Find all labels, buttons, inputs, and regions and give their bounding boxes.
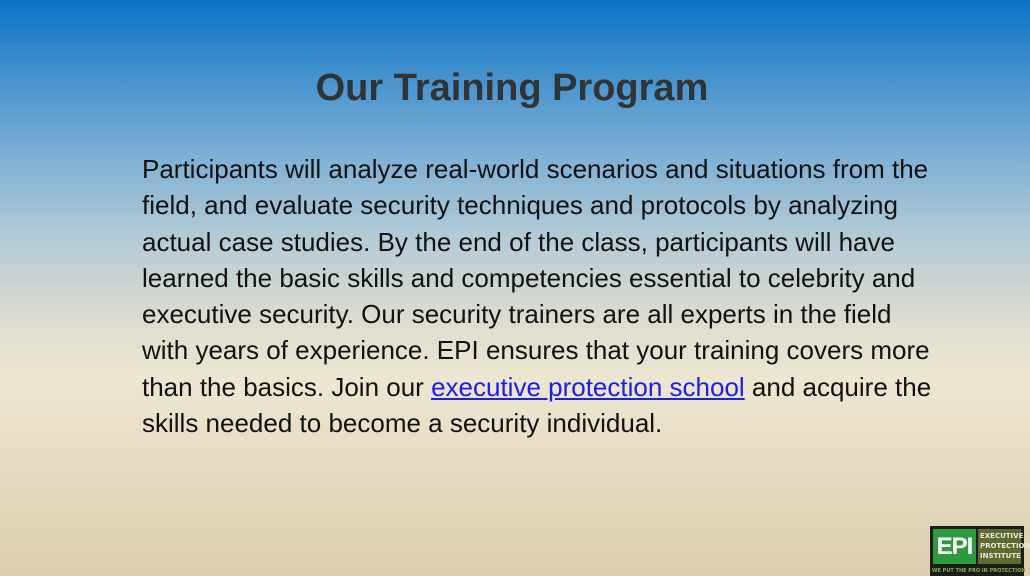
body-text-after-link: and acquire the skills needed to become a security individual.	[142, 371, 932, 439]
slide-title: Our Training Program	[315, 67, 709, 109]
executive-protection-school-link[interactable]: executive protection school	[431, 371, 745, 402]
logo-line-executive: EXECUTIVE	[980, 532, 1024, 540]
logo-abbreviation: EPI	[936, 533, 973, 560]
logo-line-institute: INSTITUTE	[980, 552, 1021, 560]
logo-tagline: WE PUT THE PRO IN PROTECTION	[932, 568, 1026, 574]
body-paragraph	[142, 151, 932, 441]
logo-line-protection: PROTECTION	[980, 542, 1030, 550]
body-text-before-link: Participants will analyze real-world scenarios and situations from the field, and evaluate security techniques and protocols by analyzing actual case studies. By the end of the class, participants will have learned the basic skills and competencies essential to celebrity and executive security. Our security trainers are all experts in the field with years of experience. EPI ensures that your training covers more than the basics. Join our	[142, 154, 930, 402]
logo-institute-name	[980, 531, 1030, 561]
epi-logo	[930, 526, 1030, 576]
